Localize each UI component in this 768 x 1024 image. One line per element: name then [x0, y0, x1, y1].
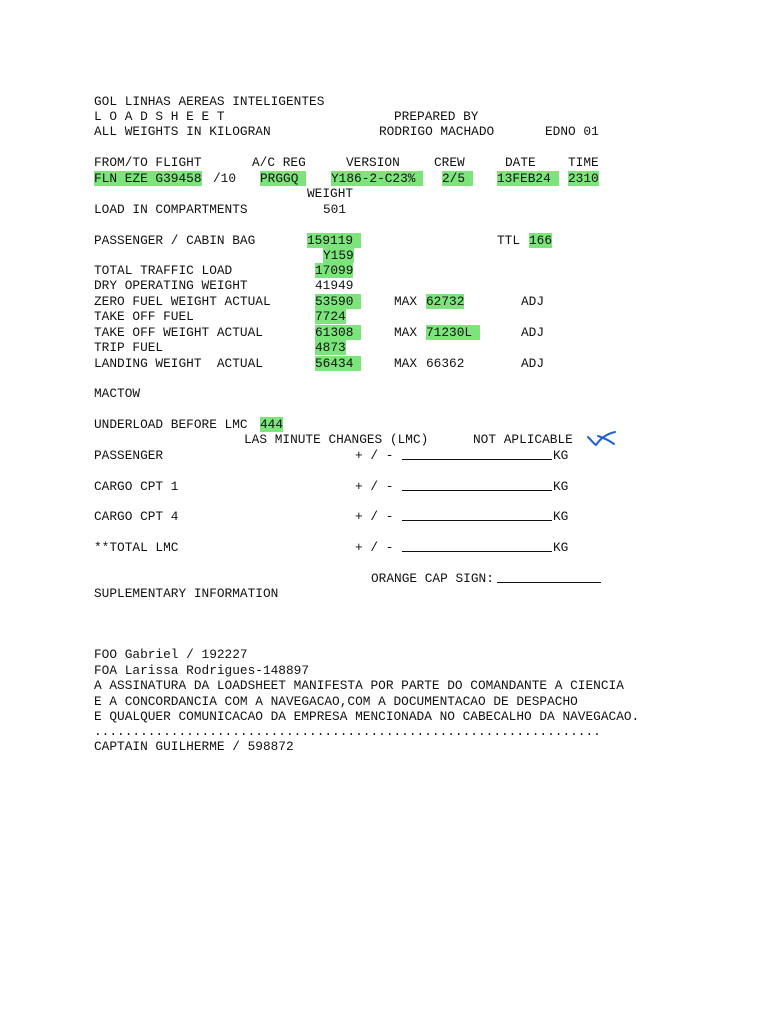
lmc-unit: KG — [553, 509, 569, 524]
underload-label: UNDERLOAD BEFORE LMC — [94, 417, 248, 432]
trip-fuel-value: 4873 — [315, 340, 346, 355]
lmc-plus-minus: + / - — [355, 479, 394, 494]
zero-fuel-weight-value: 53590 — [315, 294, 361, 309]
zfw-adj-label: ADJ — [521, 294, 545, 309]
lw-max-label: MAX — [394, 356, 418, 371]
orange-cap-sign-label: ORANGE CAP SIGN: — [371, 571, 494, 586]
take-off-fuel-label: TAKE OFF FUEL — [94, 309, 194, 324]
lmc-row-label: CARGO CPT 4 — [94, 509, 179, 524]
col-date: DATE — [505, 155, 536, 170]
supplementary-info-label: SUPLEMENTARY INFORMATION — [94, 586, 279, 601]
tow-max-label: MAX — [394, 325, 418, 340]
lmc-row-label: CARGO CPT 1 — [94, 479, 179, 494]
col-crew: CREW — [434, 155, 465, 170]
edition-number: EDNO 01 — [545, 124, 599, 139]
signature-note-line-2: E A CONCORDANCIA COM A NAVEGACAO,COM A DOCUMENTACAO DE DESPACHO — [94, 694, 578, 709]
lmc-plus-minus: + / - — [355, 540, 394, 555]
lmc-title: LAS MINUTE CHANGES (LMC) — [244, 432, 429, 447]
trip-fuel-label: TRIP FUEL — [94, 340, 164, 355]
document-title: L O A D S H E E T — [94, 109, 225, 124]
passenger-config-value: Y159 — [323, 248, 354, 263]
passenger-cabin-bag-value: 159119 — [307, 233, 361, 248]
load-compartments-value: 501 — [323, 202, 347, 217]
time-value: 2310 — [568, 171, 599, 186]
dry-operating-weight-value: 41949 — [315, 278, 354, 293]
lmc-unit: KG — [553, 479, 569, 494]
passenger-cabin-bag-label: PASSENGER / CABIN BAG — [94, 233, 256, 248]
take-off-fuel-value: 7724 — [315, 309, 346, 324]
total-traffic-load-label: TOTAL TRAFFIC LOAD — [94, 263, 233, 278]
ac-reg-value: PRGGQ — [260, 171, 306, 186]
crew-value: 2/5 — [442, 171, 473, 186]
load-compartments-label: LOAD IN COMPARTMENTS — [94, 202, 248, 217]
zfw-max-label: MAX — [394, 294, 418, 309]
lmc-cargo-cpt4-blank — [402, 520, 552, 521]
ttl-label: TTL — [497, 233, 521, 248]
preparer-name: RODRIGO MACHADO — [379, 124, 495, 139]
total-traffic-load-value: 17099 — [315, 263, 354, 278]
airline-name: GOL LINHAS AEREAS INTELIGENTES — [94, 94, 325, 109]
route-flight-value: FLN EZE G39458 — [94, 171, 202, 186]
lmc-total-blank — [402, 551, 552, 552]
landing-weight-label: LANDING WEIGHT ACTUAL — [94, 356, 263, 371]
underload-value: 444 — [260, 417, 284, 432]
dotted-separator: .................................................................. — [94, 724, 601, 739]
dry-operating-weight-label: DRY OPERATING WEIGHT — [94, 278, 248, 293]
checkmark-icon — [586, 430, 618, 447]
zfw-max-value: 62732 — [426, 294, 465, 309]
orange-cap-sign-blank — [497, 582, 601, 583]
lw-adj-label: ADJ — [521, 356, 545, 371]
date-value: 13FEB24 — [497, 171, 559, 186]
col-ac-reg: A/C REG — [252, 155, 306, 170]
tow-max-value: 71230L — [426, 325, 480, 340]
lmc-row-label: PASSENGER — [94, 448, 164, 463]
col-from-to-flight: FROM/TO FLIGHT — [94, 155, 202, 170]
lmc-unit: KG — [553, 540, 569, 555]
col-time: TIME — [568, 155, 599, 170]
version-value: Y186-2-C23% — [331, 171, 423, 186]
landing-weight-value: 56434 — [315, 356, 361, 371]
take-off-weight-value: 61308 — [315, 325, 361, 340]
take-off-weight-label: TAKE OFF WEIGHT ACTUAL — [94, 325, 263, 340]
mactow-label: MACTOW — [94, 386, 141, 401]
weights-unit-note: ALL WEIGHTS IN KILOGRAN — [94, 124, 271, 139]
lw-max-value: 66362 — [426, 356, 465, 371]
captain-line: CAPTAIN GUILHERME / 598872 — [94, 739, 294, 754]
signature-note-line-1: A ASSINATURA DA LOADSHEET MANIFESTA POR PARTE DO COMANDANTE A CIENCIA — [94, 678, 624, 693]
not-applicable-label: NOT APLICABLE — [473, 432, 573, 447]
col-version: VERSION — [346, 155, 400, 170]
foo-line: FOO Gabriel / 192227 — [94, 647, 248, 662]
lmc-plus-minus: + / - — [355, 509, 394, 524]
lmc-plus-minus: + / - — [355, 448, 394, 463]
ttl-value: 166 — [529, 233, 553, 248]
foa-line: FOA Larissa Rodrigues-148897 — [94, 663, 310, 678]
lmc-passenger-blank — [402, 459, 552, 460]
tow-adj-label: ADJ — [521, 325, 545, 340]
lmc-row-label: **TOTAL LMC — [94, 540, 179, 555]
flight-suffix: /10 — [213, 171, 237, 186]
signature-note-line-3: E QUALQUER COMUNICACAO DA EMPRESA MENCIONADA NO CABECALHO DA NAVEGACAO. — [94, 709, 640, 724]
prepared-by-label: PREPARED BY — [394, 109, 479, 124]
zero-fuel-weight-label: ZERO FUEL WEIGHT ACTUAL — [94, 294, 271, 309]
lmc-unit: KG — [553, 448, 569, 463]
lmc-cargo-cpt1-blank — [402, 490, 552, 491]
weight-column-header: WEIGHT — [307, 186, 354, 201]
